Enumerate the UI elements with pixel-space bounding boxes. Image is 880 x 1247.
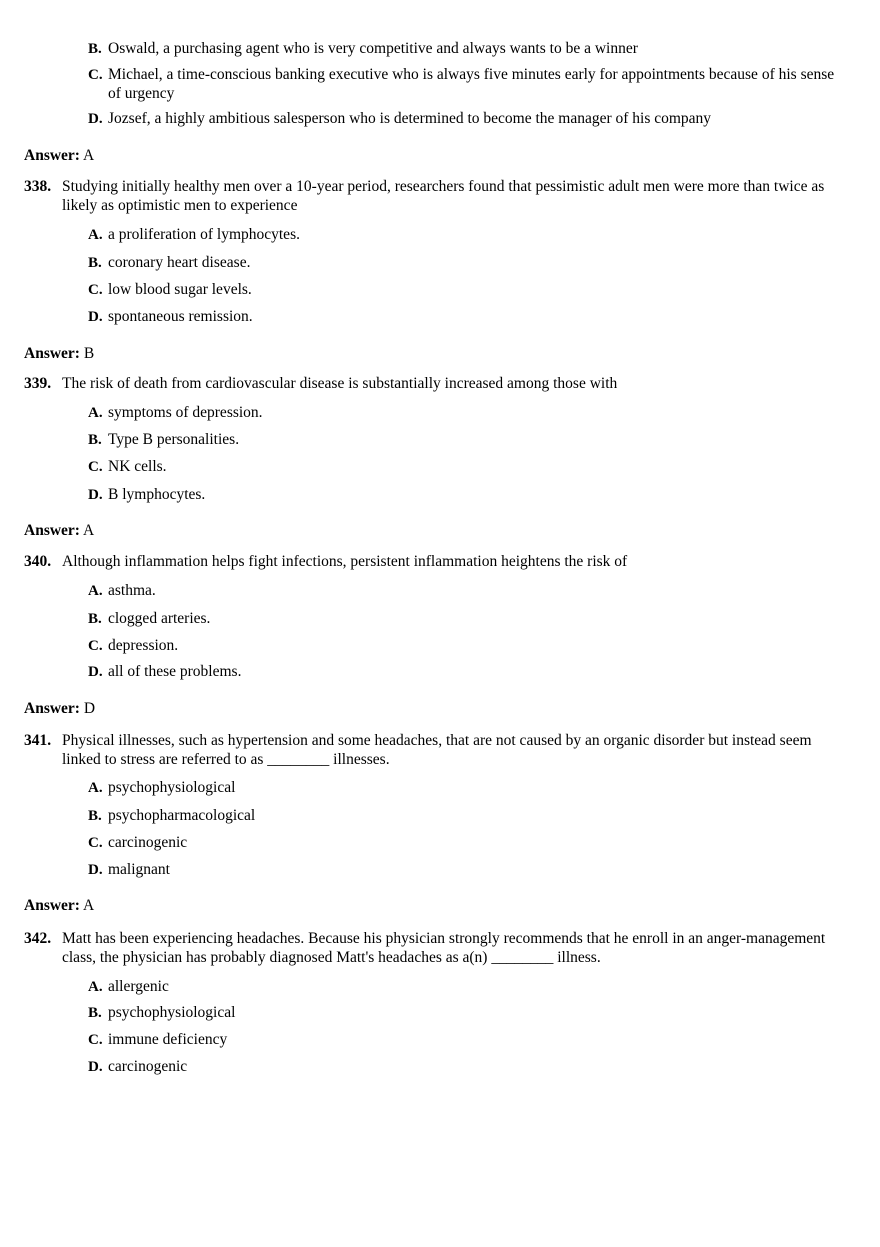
option-d: [88, 1057, 848, 1076]
option-text: NK cells.: [108, 458, 167, 475]
option-b: [88, 806, 848, 825]
answer-label: Answer:: [24, 700, 80, 717]
option-a: [88, 403, 848, 422]
question-text: Although inflammation helps fight infections, persistent inflammation heightens the risk of: [62, 553, 628, 570]
answer-line: [24, 699, 95, 718]
option-text: Michael, a time-conscious banking executive who is always five minutes early for appointments because of his sense of urgency: [108, 66, 835, 102]
option-text: Type B personalities.: [108, 431, 240, 448]
option-d: [88, 109, 848, 128]
option-d: [88, 662, 848, 681]
option-letter: B.: [88, 255, 102, 271]
question-text: Matt has been experiencing headaches. Because his physician strongly recommends that he enroll in an anger-management class, the physician has probably diagnosed Matt's headaches as a(n) ________ illness.: [62, 930, 826, 966]
option-letter: A.: [88, 780, 103, 796]
option-letter: A.: [88, 405, 103, 421]
option-letter: B.: [88, 41, 102, 57]
option-text: Jozsef, a highly ambitious salesperson who is determined to become the manager of his company: [108, 110, 712, 127]
option-b: [88, 253, 848, 272]
option-b: [88, 430, 848, 449]
option-letter: A.: [88, 583, 103, 599]
answer-label: Answer:: [24, 897, 80, 914]
question-number: 340.: [24, 553, 52, 570]
option-text: allergenic: [108, 978, 169, 995]
option-c: [88, 65, 848, 103]
question-341: [24, 731, 844, 769]
option-a: [88, 977, 848, 996]
option-a: [88, 778, 848, 797]
answer-label: Answer:: [24, 345, 80, 362]
option-text: a proliferation of lymphocytes.: [108, 226, 300, 243]
option-b: [88, 609, 848, 628]
option-text: immune deficiency: [108, 1031, 228, 1048]
answer-line: [24, 146, 94, 165]
answer-line: [24, 344, 94, 363]
option-letter: C.: [88, 67, 103, 83]
option-letter: C.: [88, 835, 103, 851]
option-letter: D.: [88, 309, 103, 325]
option-c: [88, 833, 848, 852]
option-letter: B.: [88, 432, 102, 448]
option-text: coronary heart disease.: [108, 254, 251, 271]
option-text: psychophysiological: [108, 1004, 236, 1021]
option-c: [88, 280, 848, 299]
option-text: Oswald, a purchasing agent who is very competitive and always wants to be a winner: [108, 40, 638, 57]
question-342: [24, 929, 844, 967]
option-letter: D.: [88, 664, 103, 680]
option-text: carcinogenic: [108, 834, 188, 851]
option-letter: B.: [88, 808, 102, 824]
question-number: 338.: [24, 178, 52, 195]
option-letter: C.: [88, 282, 103, 298]
option-a: [88, 581, 848, 600]
option-letter: D.: [88, 487, 103, 503]
option-text: clogged arteries.: [108, 610, 211, 627]
option-letter: B.: [88, 1005, 102, 1021]
option-letter: C.: [88, 459, 103, 475]
option-text: symptoms of depression.: [108, 404, 263, 421]
question-number: 339.: [24, 375, 52, 392]
answer-value: B: [83, 345, 95, 362]
option-text: depression.: [108, 637, 179, 654]
option-letter: C.: [88, 638, 103, 654]
option-text: all of these problems.: [108, 663, 242, 680]
option-c: [88, 636, 848, 655]
option-text: asthma.: [108, 582, 156, 599]
answer-value: A: [83, 897, 95, 914]
question-text: The risk of death from cardiovascular disease is substantially increased among those with: [62, 375, 618, 392]
option-d: [88, 860, 848, 879]
option-text: spontaneous remission.: [108, 308, 253, 325]
option-text: malignant: [108, 861, 170, 878]
option-d: [88, 485, 848, 504]
question-338: [24, 177, 844, 215]
answer-line: [24, 521, 94, 540]
option-text: low blood sugar levels.: [108, 281, 252, 298]
option-text: B lymphocytes.: [108, 486, 206, 503]
option-text: psychopharmacological: [108, 807, 256, 824]
option-letter: D.: [88, 862, 103, 878]
option-letter: C.: [88, 1032, 103, 1048]
option-c: [88, 1030, 848, 1049]
question-number: 341.: [24, 732, 52, 749]
option-letter: B.: [88, 611, 102, 627]
answer-label: Answer:: [24, 522, 80, 539]
question-text: Studying initially healthy men over a 10-year period, researchers found that pessimistic adult men were more than twice as likely as optimistic men to experience: [62, 178, 825, 214]
answer-value: A: [83, 522, 95, 539]
answer-value: D: [83, 700, 96, 717]
option-text: carcinogenic: [108, 1058, 188, 1075]
option-c: [88, 457, 848, 476]
option-a: [88, 225, 848, 244]
option-text: psychophysiological: [108, 779, 236, 796]
answer-value: A: [83, 147, 95, 164]
option-letter: A.: [88, 227, 103, 243]
option-b: [88, 39, 848, 58]
option-letter: D.: [88, 111, 103, 127]
answer-label: Answer:: [24, 147, 80, 164]
answer-line: [24, 896, 94, 915]
option-letter: A.: [88, 979, 103, 995]
question-340: [24, 552, 844, 571]
question-339: [24, 374, 844, 393]
option-letter: D.: [88, 1059, 103, 1075]
question-text: Physical illnesses, such as hypertension and some headaches, that are not caused by an organic disorder but instead seem linked to stress are referred to as ________ illnesses.: [62, 732, 812, 768]
option-b: [88, 1003, 848, 1022]
option-d: [88, 307, 848, 326]
question-number: 342.: [24, 930, 52, 947]
